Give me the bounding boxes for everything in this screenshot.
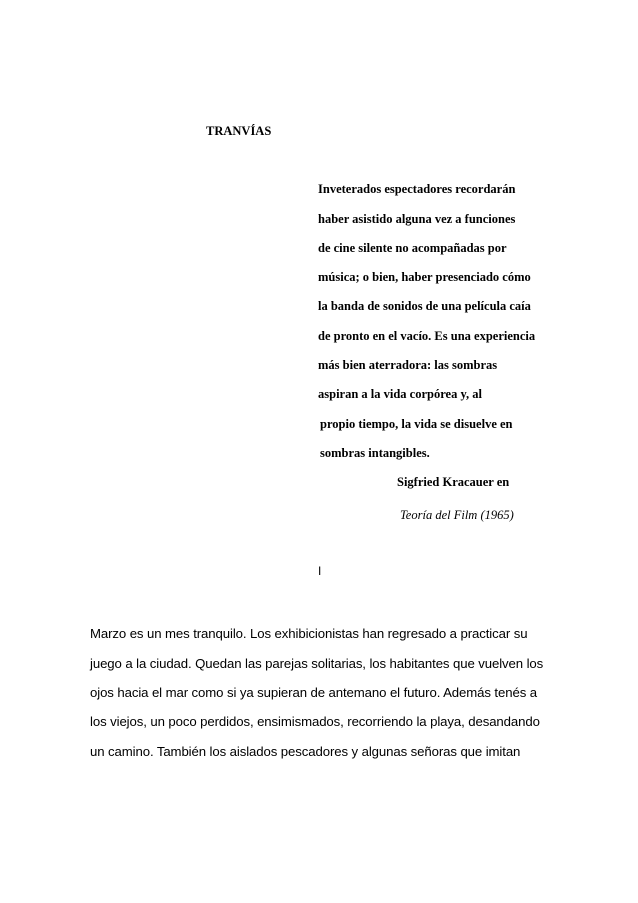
section-number: I — [318, 564, 322, 578]
epigraph-line: sombras intangibles. — [320, 446, 430, 460]
chapter-title: TRANVÍAS — [206, 124, 272, 138]
epigraph-line: aspiran a la vida corpórea y, al — [318, 387, 483, 401]
epigraph-line: música; o bien, haber presenciado cómo — [318, 270, 531, 284]
epigraph-source: Teoría del Film (1965) — [400, 508, 514, 522]
epigraph-line: más bien aterradora: las sombras — [318, 358, 498, 372]
body-line: ojos hacia el mar como si ya supieran de antemano el futuro. Además tenés a — [90, 685, 537, 700]
epigraph-line: de cine silente no acompañadas por — [318, 241, 507, 255]
body-line: juego a la ciudad. Quedan las parejas solitarias, los habitantes que vuelven los — [90, 656, 544, 671]
body-line: un camino. También los aislados pescadores y algunas señoras que imitan — [90, 744, 521, 759]
epigraph-line: de pronto en el vacío. Es una experiencia — [318, 329, 536, 343]
epigraph-line: la banda de sonidos de una película caía — [318, 299, 531, 313]
epigraph-line: Inveterados espectadores recordarán — [318, 182, 516, 196]
epigraph-line: propio tiempo, la vida se disuelve en — [320, 417, 513, 431]
body-line: los viejos, un poco perdidos, ensimismados, recorriendo la playa, desandando — [90, 714, 540, 729]
body-line: Marzo es un mes tranquilo. Los exhibicionistas han regresado a practicar su — [90, 626, 528, 641]
epigraph-author: Sigfried Kracauer en — [397, 475, 510, 489]
epigraph-line: haber asistido alguna vez a funciones — [318, 212, 516, 226]
